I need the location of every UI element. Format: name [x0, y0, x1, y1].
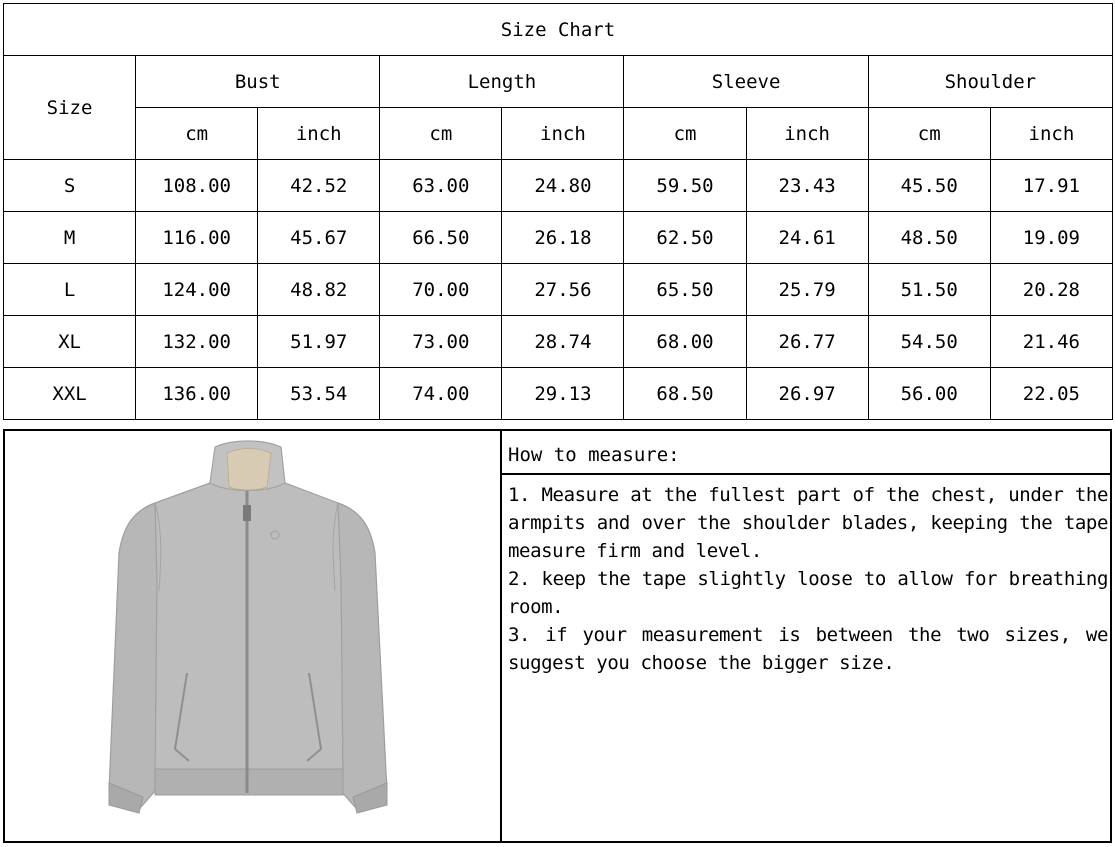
shoulder-header: Shoulder [868, 56, 1112, 108]
table-cell: 48.82 [258, 264, 380, 316]
table-cell: 62.50 [624, 212, 746, 264]
size-chart-title: Size Chart [4, 4, 1113, 56]
table-cell: 108.00 [136, 160, 258, 212]
sleeve-header: Sleeve [624, 56, 868, 108]
product-image-cell [5, 431, 502, 841]
table-cell: 136.00 [136, 368, 258, 420]
unit-header: inch [502, 108, 624, 160]
size-label: S [4, 160, 136, 212]
table-cell: 45.67 [258, 212, 380, 264]
measure-step: 1. Measure at the fullest part of the chest, under the armpits and over the shoulder blades, keeping the tape measure firm and level. [508, 484, 1108, 562]
collar-lining [227, 449, 271, 491]
table-cell: 26.77 [746, 316, 868, 368]
how-to-measure-cell [502, 431, 1110, 841]
gray-zip-up-jacket-icon [5, 431, 500, 841]
table-cell: 68.50 [624, 368, 746, 420]
table-cell: 56.00 [868, 368, 990, 420]
table-cell: 42.52 [258, 160, 380, 212]
table-row [4, 160, 1113, 212]
unit-header: inch [258, 108, 380, 160]
table-cell: 20.28 [990, 264, 1112, 316]
length-header: Length [380, 56, 624, 108]
table-cell: 51.50 [868, 264, 990, 316]
measure-steps [508, 481, 1108, 677]
table-cell: 29.13 [502, 368, 624, 420]
table-cell: 26.18 [502, 212, 624, 264]
table-cell: 45.50 [868, 160, 990, 212]
table-cell: 27.56 [502, 264, 624, 316]
waistband [155, 769, 343, 795]
table-row [4, 212, 1113, 264]
unit-header-row [4, 108, 1113, 160]
table-cell: 53.54 [258, 368, 380, 420]
unit-header: cm [624, 108, 746, 160]
measure-step: 3. if your measurement is between the two sizes, we suggest you choose the bigger size. [508, 624, 1108, 674]
table-cell: 66.50 [380, 212, 502, 264]
table-cell: 21.46 [990, 316, 1112, 368]
unit-header: inch [990, 108, 1112, 160]
size-chart-table [3, 3, 1113, 420]
size-column-header: Size [4, 56, 136, 160]
table-cell: 28.74 [502, 316, 624, 368]
table-cell: 24.61 [746, 212, 868, 264]
table-cell: 54.50 [868, 316, 990, 368]
table-row [4, 264, 1113, 316]
table-cell: 17.91 [990, 160, 1112, 212]
table-cell: 73.00 [380, 316, 502, 368]
table-cell: 68.00 [624, 316, 746, 368]
table-cell: 63.00 [380, 160, 502, 212]
table-cell: 124.00 [136, 264, 258, 316]
measure-step: 2. keep the tape slightly loose to allow for breathing room. [508, 568, 1108, 618]
group-header-row [4, 56, 1113, 108]
size-label: M [4, 212, 136, 264]
unit-header: cm [136, 108, 258, 160]
table-cell: 59.50 [624, 160, 746, 212]
size-label: L [4, 264, 136, 316]
table-cell: 22.05 [990, 368, 1112, 420]
table-cell: 26.97 [746, 368, 868, 420]
unit-header: inch [746, 108, 868, 160]
table-row [4, 368, 1113, 420]
table-cell: 25.79 [746, 264, 868, 316]
table-cell: 23.43 [746, 160, 868, 212]
unit-header: cm [868, 108, 990, 160]
table-row [4, 316, 1113, 368]
table-cell: 116.00 [136, 212, 258, 264]
table-cell: 51.97 [258, 316, 380, 368]
table-cell: 19.09 [990, 212, 1112, 264]
table-cell: 65.50 [624, 264, 746, 316]
table-cell: 70.00 [380, 264, 502, 316]
lower-panel [3, 429, 1112, 843]
bust-header: Bust [136, 56, 380, 108]
left-sleeve [109, 503, 159, 807]
zipper-pull [243, 505, 251, 521]
table-cell: 74.00 [380, 368, 502, 420]
table-cell: 132.00 [136, 316, 258, 368]
title-row [4, 4, 1113, 56]
table-cell: 24.80 [502, 160, 624, 212]
size-label: XL [4, 316, 136, 368]
how-to-measure-heading: How to measure: [502, 431, 1110, 475]
table-cell: 48.50 [868, 212, 990, 264]
unit-header: cm [380, 108, 502, 160]
size-label: XXL [4, 368, 136, 420]
jacket-body [155, 483, 343, 777]
